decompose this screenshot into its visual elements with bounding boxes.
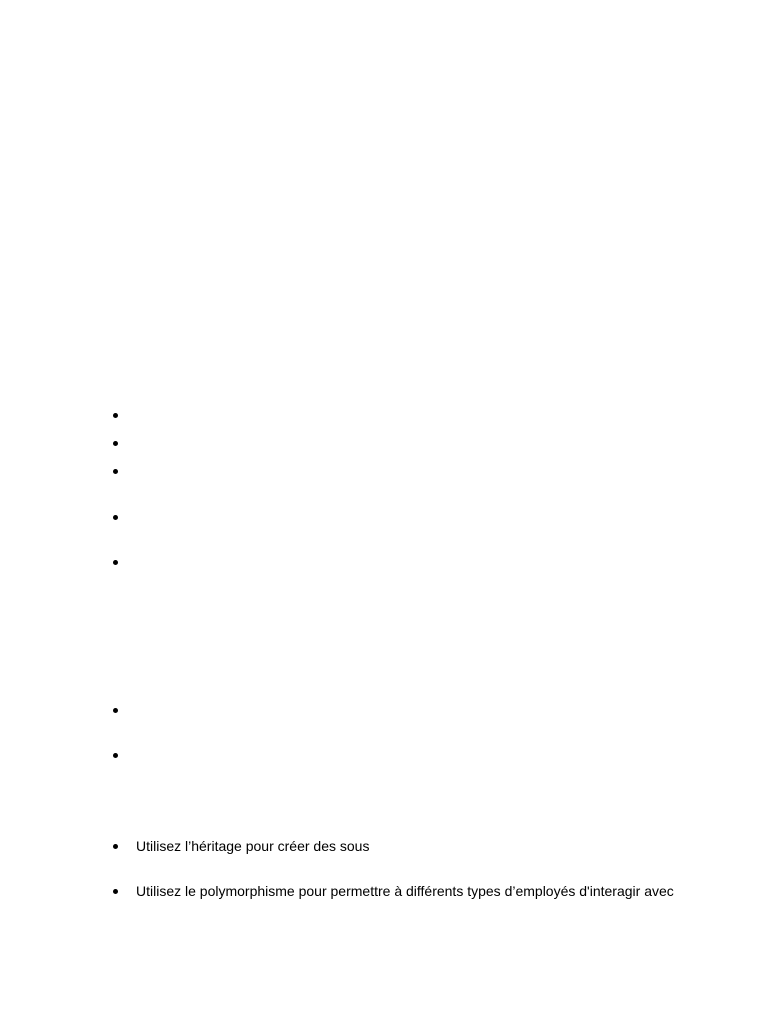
list-item [113,461,136,481]
list-item [113,836,369,856]
list-item [113,700,136,720]
bullet-icon [113,844,118,849]
bullet-icon [113,441,118,446]
bullet-icon [113,753,118,758]
bullet-icon [113,515,118,520]
list-item [113,405,136,425]
list-item-text: Utilisez le polymorphisme pour permettre à différents types d’employés d'interagir avec [136,883,674,899]
list-item [113,507,136,527]
bullet-icon [113,560,118,565]
list-item [113,881,674,901]
bullet-icon [113,413,118,418]
bullet-icon [113,469,118,474]
bullet-icon [113,708,118,713]
list-item [113,433,136,453]
list-item [113,745,136,765]
bullet-icon [113,889,118,894]
list-item-text: Utilisez l’héritage pour créer des sous [136,838,370,854]
list-item [113,552,136,572]
